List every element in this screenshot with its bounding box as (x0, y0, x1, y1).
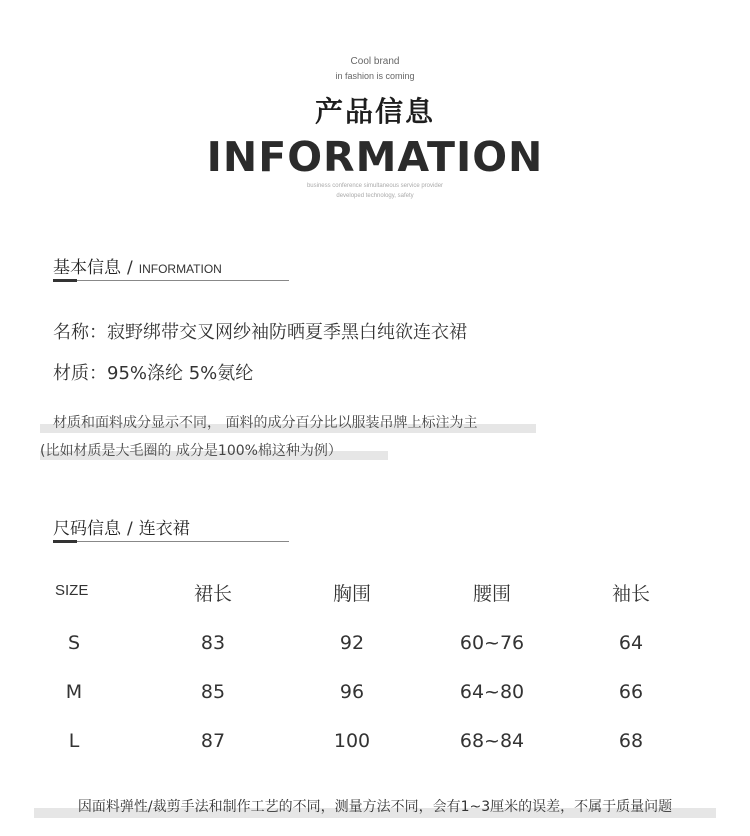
page-title-cn: 产品信息 (314, 95, 435, 128)
table-cell: 66 (618, 681, 644, 703)
measurement-disclaimer: 因面料弹性/裁剪手法和制作工艺的不同，测量方法不同，会有1~3厘米的误差，不属于质量问题 (77, 799, 673, 815)
page-title-en: INFORMATION (206, 133, 544, 181)
size-info-heading-cn: 尺码信息 (53, 519, 121, 539)
table-header-sleeve: 袖长 (611, 583, 650, 605)
section-accent-mark (53, 279, 77, 282)
table-cell: 68 (618, 730, 644, 752)
table-cell: 96 (339, 681, 365, 703)
tagline-line-1: Cool brand (350, 56, 400, 67)
table-cell: 85 (200, 681, 226, 703)
basic-info-heading (53, 253, 222, 278)
table-cell: 83 (200, 632, 226, 654)
table-cell: 100 (333, 730, 371, 752)
size-info-heading (53, 514, 190, 539)
table-cell-size: L (68, 730, 80, 752)
section-divider (53, 280, 289, 281)
basic-info-heading-en: INFORMATION (138, 262, 222, 276)
small-caption-line-1: business conference simultaneous service provider (306, 183, 444, 189)
material-note-line-1: 材质和面料成分显示不同， 面料的成分百分比以服装吊牌上标注为主 (53, 415, 478, 431)
heading-separator: / (127, 519, 133, 539)
size-info-heading-sub: 连衣裙 (138, 519, 190, 539)
table-cell: 64~80 (459, 681, 525, 703)
tagline-line-2: in fashion is coming (335, 71, 415, 81)
small-caption-line-2: developed technology, safety (336, 193, 414, 199)
material-line: 材质：95%涤纶 5%氨纶 (53, 363, 254, 384)
table-header-bust: 胸围 (332, 583, 371, 605)
table-header-waist: 腰围 (472, 583, 511, 605)
table-cell: 92 (339, 632, 365, 654)
table-cell: 68~84 (459, 730, 525, 752)
table-cell: 64 (618, 632, 644, 654)
table-cell: 87 (200, 730, 226, 752)
section-divider (53, 541, 289, 542)
table-cell-size: S (67, 632, 81, 654)
table-cell: 60~76 (459, 632, 525, 654)
table-header-length: 裙长 (193, 583, 232, 605)
product-name-line: 名称：寂野绑带交叉网纱袖防晒夏季黑白纯欲连衣裙 (53, 322, 467, 343)
material-note-line-2: (比如材质是大毛圈的 成分是100%棉这种为例） (40, 443, 342, 459)
table-cell-size: M (65, 681, 83, 703)
basic-info-heading-cn: 基本信息 (53, 258, 121, 278)
heading-separator: / (127, 258, 133, 278)
table-header-size: SIZE (55, 582, 89, 599)
section-accent-mark (53, 540, 77, 543)
